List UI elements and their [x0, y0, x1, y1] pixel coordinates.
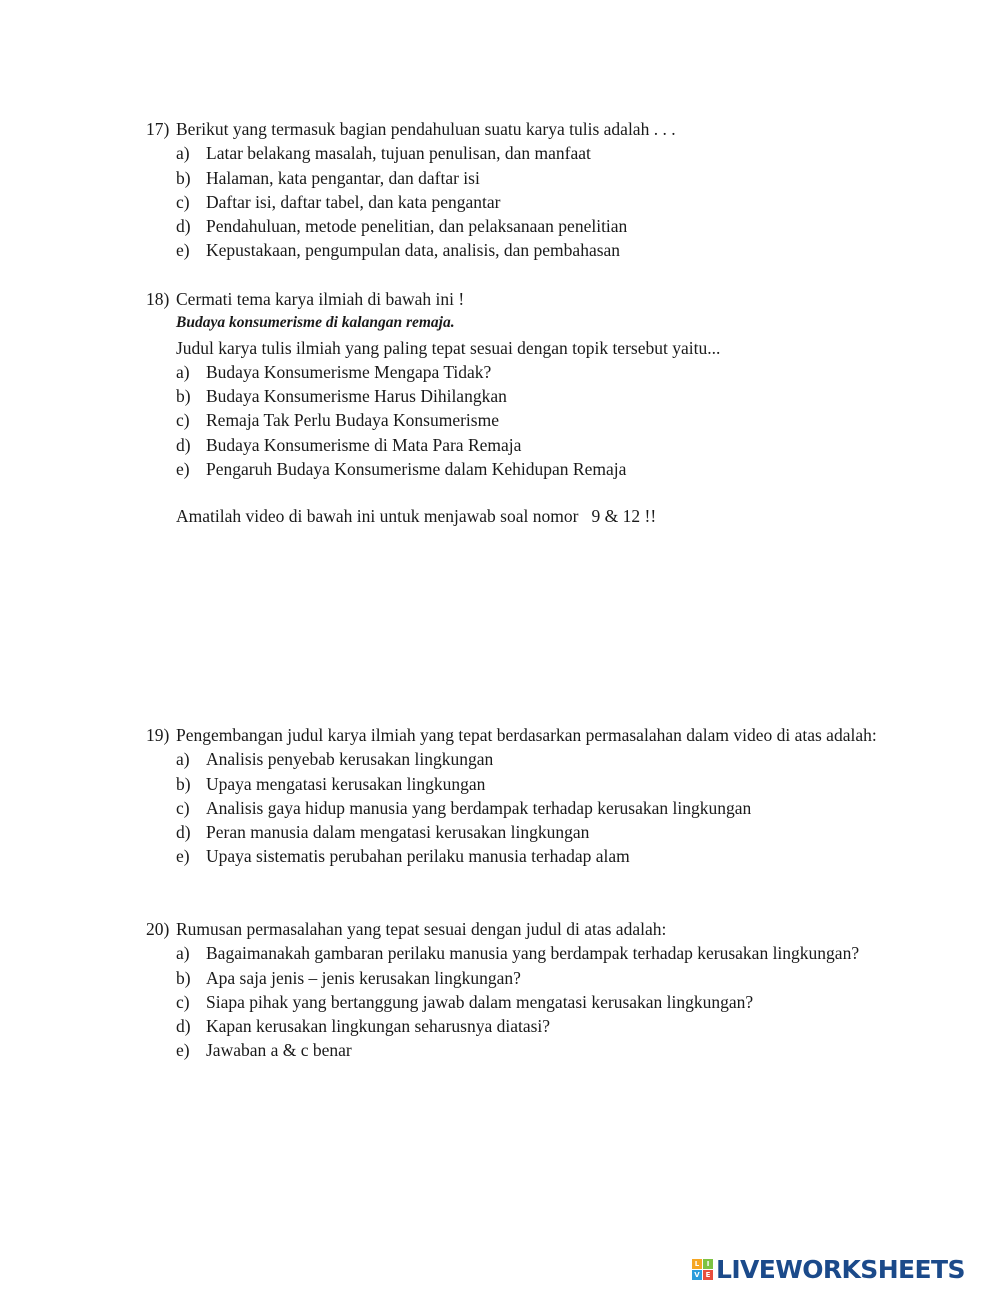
- option-letter: a): [176, 749, 190, 770]
- question-18-stem: [146, 287, 882, 311]
- option-text: Remaja Tak Perlu Budaya Konsumerisme: [206, 410, 499, 431]
- option-letter: c): [176, 991, 190, 1012]
- logo-block-i: I: [703, 1259, 713, 1269]
- question-number: 18): [146, 289, 170, 309]
- option-text: Bagaimanakah gambaran perilaku manusia yang berdampak terhadap kerusakan lingkungan?: [206, 943, 860, 964]
- option-text: Upaya mengatasi kerusakan lingkungan: [206, 773, 486, 794]
- option-c: [146, 408, 882, 432]
- option-a: [146, 141, 882, 165]
- question-prompt: Judul karya tulis ilmiah yang paling tepat sesuai dengan topik tersebut yaitu...: [176, 337, 721, 358]
- option-letter: b): [176, 773, 191, 794]
- option-b: [146, 166, 882, 190]
- option-text: Siapa pihak yang bertanggung jawab dalam mengatasi kerusakan lingkungan?: [206, 991, 754, 1012]
- question-20: [146, 917, 882, 1063]
- option-d: [146, 433, 882, 457]
- option-letter: c): [176, 191, 190, 212]
- option-text: Latar belakang masalah, tujuan penulisan, dan manfaat: [206, 143, 591, 164]
- option-d: [146, 1014, 882, 1038]
- option-letter: d): [176, 434, 191, 455]
- option-text: Daftar isi, daftar tabel, dan kata pengantar: [206, 191, 501, 212]
- option-letter: b): [176, 967, 191, 988]
- option-letter: a): [176, 143, 190, 164]
- option-text: Jawaban a & c benar: [206, 1040, 352, 1061]
- option-text: Analisis gaya hidup manusia yang berdampak terhadap kerusakan lingkungan: [206, 797, 752, 818]
- logo-icon: [692, 1259, 713, 1280]
- logo-text: LIVEWORKSHEETS: [716, 1255, 965, 1284]
- option-letter: e): [176, 459, 190, 480]
- option-c: [146, 990, 882, 1014]
- question-17: [146, 117, 882, 263]
- option-e: [146, 457, 882, 481]
- question-text: Cermati tema karya ilmiah di bawah ini !: [176, 289, 465, 309]
- question-number: 20): [146, 919, 170, 939]
- question-number: 17): [146, 119, 170, 139]
- option-e: [146, 844, 882, 868]
- question-text: Pengembangan judul karya ilmiah yang tepat berdasarkan permasalahan dalam video di atas adalah:: [176, 725, 877, 745]
- liveworksheets-logo: [692, 1255, 965, 1284]
- option-e: [146, 1038, 882, 1062]
- option-text: Pengaruh Budaya Konsumerisme dalam Kehidupan Remaja: [206, 459, 627, 480]
- option-d: [146, 214, 882, 238]
- option-text: Halaman, kata pengantar, dan daftar isi: [206, 167, 480, 188]
- question-text: Berikut yang termasuk bagian pendahuluan suatu karya tulis adalah . . .: [176, 119, 676, 139]
- option-d: [146, 820, 882, 844]
- option-letter: e): [176, 240, 190, 261]
- option-text: Pendahuluan, metode penelitian, dan pelaksanaan penelitian: [206, 216, 628, 237]
- option-a: [146, 360, 882, 384]
- option-e: [146, 238, 882, 262]
- question-text: Rumusan permasalahan yang tepat sesuai dengan judul di atas adalah:: [176, 919, 667, 939]
- option-a: [146, 747, 882, 771]
- option-a: [146, 941, 882, 965]
- option-letter: a): [176, 361, 190, 382]
- question-18: [146, 287, 882, 481]
- option-letter: d): [176, 822, 191, 843]
- video-instruction: Amatilah video di bawah ini untuk menjawab soal nomor 9 & 12 !!: [176, 506, 657, 526]
- option-text: Budaya Konsumerisme di Mata Para Remaja: [206, 434, 522, 455]
- option-letter: d): [176, 1016, 191, 1037]
- option-text: Budaya Konsumerisme Harus Dihilangkan: [206, 386, 507, 407]
- question-number: 19): [146, 725, 170, 745]
- logo-block-l: L: [692, 1259, 702, 1269]
- option-letter: c): [176, 797, 190, 818]
- question-19-stem: [146, 723, 882, 747]
- question-17-stem: [146, 117, 882, 141]
- option-letter: e): [176, 1040, 190, 1061]
- option-letter: d): [176, 216, 191, 237]
- option-b: [146, 966, 882, 990]
- logo-block-v: V: [692, 1270, 702, 1280]
- question-20-stem: [146, 917, 882, 941]
- option-letter: b): [176, 167, 191, 188]
- option-text: Kepustakaan, pengumpulan data, analisis, dan pembahasan: [206, 240, 621, 261]
- theme-text: Budaya konsumerisme di kalangan remaja.: [176, 314, 455, 332]
- question-19: [146, 723, 882, 869]
- option-letter: b): [176, 386, 191, 407]
- option-text: Kapan kerusakan lingkungan seharusnya diatasi?: [206, 1016, 551, 1037]
- option-text: Apa saja jenis – jenis kerusakan lingkungan?: [206, 967, 521, 988]
- option-text: Upaya sistematis perubahan perilaku manusia terhadap alam: [206, 846, 630, 867]
- logo-block-e: E: [703, 1270, 713, 1280]
- option-c: [146, 190, 882, 214]
- option-c: [146, 796, 882, 820]
- option-b: [146, 772, 882, 796]
- option-text: Analisis penyebab kerusakan lingkungan: [206, 749, 494, 770]
- option-text: Peran manusia dalam mengatasi kerusakan lingkungan: [206, 822, 590, 843]
- option-text: Budaya Konsumerisme Mengapa Tidak?: [206, 361, 492, 382]
- option-b: [146, 384, 882, 408]
- option-letter: e): [176, 846, 190, 867]
- option-letter: c): [176, 410, 190, 431]
- option-letter: a): [176, 943, 190, 964]
